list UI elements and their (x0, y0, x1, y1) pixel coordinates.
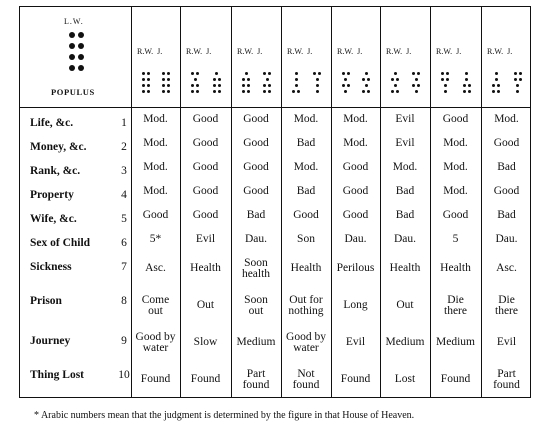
figure-dot (162, 84, 165, 87)
figure-dot (292, 90, 295, 93)
table-cell: Dau. (244, 233, 268, 246)
figure-dot (415, 78, 418, 81)
figure-dot (147, 90, 150, 93)
figure-dot (268, 84, 271, 87)
table-cell: Evil (395, 137, 415, 150)
footnote-text: * Arabic numbers mean that the judgment is determined by the figure in that House of Heaven. (34, 410, 415, 421)
table-cell: Bad (296, 137, 316, 150)
table-cell: Mod. (443, 137, 468, 150)
table-cell: Found (340, 373, 371, 386)
table-cell: Evil (195, 233, 216, 246)
row-label: Journey (30, 335, 71, 347)
figure-dot (468, 84, 471, 87)
table-cell: Not found (292, 367, 320, 391)
table-cell: Soon out (244, 293, 268, 317)
figure-dot (444, 84, 447, 87)
figure-dot (213, 78, 216, 81)
figure-dot (342, 84, 345, 87)
table-cell: Perilous (336, 262, 375, 275)
figure-dot (263, 72, 266, 75)
table-cell: Mod. (293, 113, 319, 126)
figure-dot (247, 84, 250, 87)
figure-dot (347, 72, 350, 75)
figure-dot (516, 90, 519, 93)
figure-dot (394, 72, 397, 75)
figure-dot (78, 54, 84, 60)
table-cell: Good (442, 113, 469, 126)
row-number: 8 (121, 295, 127, 307)
table-cell: Mod. (143, 185, 168, 198)
table-cell: Bad (395, 185, 415, 198)
table-cell: Good (243, 113, 269, 126)
figure-dot (218, 78, 221, 81)
figure-dot (242, 78, 245, 81)
figure-dot (167, 84, 170, 87)
row-label: Property (30, 189, 74, 201)
table-cell: Out (196, 299, 215, 312)
figure-dot (344, 78, 347, 81)
row-number: 9 (121, 335, 127, 347)
figure-dot (347, 84, 350, 87)
row-label: Rank, &c. (30, 165, 81, 177)
column-header-label: R.W. J. (487, 47, 513, 56)
figure-dot (468, 90, 471, 93)
table-cell: Mod. (143, 113, 168, 126)
figure-dot (142, 78, 145, 81)
table-cell: Health (190, 262, 221, 275)
figure-dot (412, 84, 415, 87)
row-number: 2 (121, 141, 127, 153)
column-header-label: R.W. J. (137, 47, 163, 56)
figure-dot (69, 65, 75, 71)
figure-dot (519, 78, 522, 81)
figure-dot (268, 72, 271, 75)
figure-dot (342, 72, 345, 75)
table-cell: Out (396, 299, 414, 312)
figure-dot (242, 84, 245, 87)
figure-dot (365, 72, 368, 75)
table-cell: Evil (496, 336, 517, 349)
figure-dot (295, 72, 298, 75)
column-header-label: R.W. J. (386, 47, 412, 56)
table-cell: Good (493, 185, 520, 198)
divination-table (19, 6, 531, 398)
table-cell: Mod. (443, 185, 468, 198)
figure-dot (78, 65, 84, 71)
figure-dot (344, 90, 347, 93)
figure-dot (162, 78, 165, 81)
table-cell: Mod. (293, 161, 319, 174)
table-cell: Evil (345, 336, 366, 349)
table-cell: Health (389, 262, 421, 275)
figure-dot (263, 90, 266, 93)
header-divider (20, 107, 530, 108)
figure-dot (412, 72, 415, 75)
figure-dot (463, 90, 466, 93)
figure-dot (78, 43, 84, 49)
table-cell: Good (243, 161, 269, 174)
table-cell: Mod. (143, 137, 168, 150)
row-number: 6 (121, 237, 127, 249)
table-cell: 5 (452, 233, 459, 246)
table-cell: Bad (395, 209, 415, 222)
table-cell: Good (192, 185, 219, 198)
figure-dot (247, 90, 250, 93)
table-cell: Son (297, 233, 315, 246)
figure-dot (318, 72, 321, 75)
figure-dot (147, 78, 150, 81)
table-cell: Mod. (343, 137, 368, 150)
figure-dot (245, 72, 248, 75)
table-cell: Soon health (241, 256, 271, 280)
column-header-label: R.W. J. (337, 47, 363, 56)
lw-label: L.W. (64, 17, 84, 26)
figure-dot (242, 90, 245, 93)
table-cell: Good by water (135, 330, 176, 354)
figure-dot (463, 84, 466, 87)
column-header-label: R.W. J. (436, 47, 462, 56)
figure-dot (492, 90, 495, 93)
figure-dot (69, 54, 75, 60)
figure-dot (444, 90, 447, 93)
figure-dot (167, 78, 170, 81)
figure-dot (391, 78, 394, 81)
table-cell: Asc. (496, 262, 517, 275)
table-cell: Good (142, 209, 169, 222)
figure-dot (394, 84, 397, 87)
table-cell: Good (442, 209, 469, 222)
figure-dot (514, 78, 517, 81)
figure-dot (441, 78, 444, 81)
table-cell: Die there (495, 293, 518, 317)
table-cell: Good (293, 209, 319, 222)
table-cell: Bad (296, 185, 316, 198)
figure-dot (446, 78, 449, 81)
table-cell: Good (192, 113, 219, 126)
figure-dot (213, 90, 216, 93)
figure-dot (295, 84, 298, 87)
row-label: Sex of Child (30, 237, 91, 249)
table-cell: Come out (141, 293, 170, 317)
table-cell: Good (192, 137, 219, 150)
figure-dot (516, 84, 519, 87)
row-number: 4 (121, 189, 127, 201)
table-cell: Lost (394, 373, 416, 386)
figure-dot (69, 32, 75, 38)
table-cell: Dau. (495, 233, 518, 246)
figure-dot (415, 90, 418, 93)
figure-dot (497, 84, 500, 87)
row-number: 10 (118, 369, 130, 381)
figure-dot (417, 84, 420, 87)
table-cell: Long (343, 299, 368, 312)
figure-dot (142, 72, 145, 75)
figure-dot (247, 78, 250, 81)
table-cell: Mod. (143, 161, 168, 174)
figure-dot (495, 78, 498, 81)
table-cell: Medium (436, 336, 475, 349)
figure-dot (78, 32, 84, 38)
figure-dot (142, 84, 145, 87)
table-cell: Good (342, 161, 369, 174)
figure-dot (297, 90, 300, 93)
figure-dot (417, 72, 420, 75)
figure-dot (495, 72, 498, 75)
table-cell: Found (440, 373, 471, 386)
figure-dot (147, 84, 150, 87)
figure-dot (396, 90, 399, 93)
figure-dot (213, 84, 216, 87)
figure-dot (365, 84, 368, 87)
figure-dot (268, 90, 271, 93)
figure-dot (316, 90, 319, 93)
table-cell: Die there (444, 293, 467, 317)
figure-dot (295, 78, 298, 81)
figure-dot (147, 72, 150, 75)
figure-dot (362, 90, 365, 93)
table-cell: Found (190, 373, 221, 386)
row-number: 3 (121, 165, 127, 177)
table-cell: Good (342, 185, 369, 198)
column-header-label: R.W. J. (287, 47, 313, 56)
table-cell: Mod. (392, 161, 418, 174)
figure-dot (396, 78, 399, 81)
figure-dot (266, 78, 269, 81)
figure-dot (492, 84, 495, 87)
row-label: Sickness (30, 261, 72, 273)
table-cell: Evil (395, 113, 415, 126)
figure-dot (194, 78, 197, 81)
row-label: Thing Lost (30, 369, 85, 381)
figure-dot (196, 72, 199, 75)
row-number: 7 (121, 261, 127, 273)
figure-dot (218, 84, 221, 87)
figure-dot (162, 90, 165, 93)
table-cell: Bad (497, 161, 516, 174)
table-cell: Part found (493, 367, 520, 391)
table-cell: Good (243, 185, 269, 198)
figure-dot (441, 72, 444, 75)
figure-dot (362, 78, 365, 81)
figure-dot (191, 84, 194, 87)
figure-dot (162, 72, 165, 75)
figure-dot (215, 72, 218, 75)
figure-dot (316, 84, 319, 87)
table-cell: Medium (236, 336, 276, 349)
table-cell: Mod. (494, 113, 519, 126)
column-header-label: R.W. J. (186, 47, 212, 56)
table-cell: Good (192, 209, 219, 222)
figure-dot (391, 90, 394, 93)
row-number: 1 (121, 117, 127, 129)
table-cell: Mod. (443, 161, 468, 174)
table-cell: Out for nothing (288, 293, 324, 317)
table-cell: Health (290, 262, 322, 275)
table-cell: Good (192, 161, 219, 174)
figure-dot (519, 72, 522, 75)
table-cell: Dau. (393, 233, 417, 246)
row-label: Money, &c. (30, 141, 87, 153)
figure-dot (263, 84, 266, 87)
footnote (34, 409, 534, 422)
figure-dot (69, 43, 75, 49)
figure-dot (367, 90, 370, 93)
figure-dot (196, 90, 199, 93)
row-number: 5 (121, 213, 127, 225)
table-cell: Good (493, 137, 520, 150)
table-cell: Part found (242, 367, 270, 391)
table-cell: Health (440, 262, 471, 275)
figure-dot (313, 72, 316, 75)
figure-dot (142, 90, 145, 93)
table-cell: Found (140, 373, 171, 386)
table-cell: 5* (149, 233, 162, 246)
table-cell: Dau. (344, 233, 367, 246)
figure-dot (196, 84, 199, 87)
table-cell: Bad (246, 209, 266, 222)
figure-dot (367, 78, 370, 81)
figure-dot (446, 72, 449, 75)
column-header-label: R.W. J. (237, 47, 263, 56)
figure-dot (218, 90, 221, 93)
figure-dot (497, 90, 500, 93)
row-label: Life, &c. (30, 117, 74, 129)
table-cell: Mod. (343, 113, 368, 126)
figure-dot (514, 72, 517, 75)
table-cell: Bad (497, 209, 516, 222)
table-cell: Slow (193, 336, 218, 349)
figure-dot (465, 78, 468, 81)
figure-dot (316, 78, 319, 81)
table-cell: Good by water (286, 330, 326, 354)
row-label: Wife, &c. (30, 213, 77, 225)
figure-dot (191, 72, 194, 75)
row-label: Prison (30, 295, 62, 307)
table-cell: Good (243, 137, 269, 150)
table-cell: Asc. (145, 262, 166, 275)
figure-dot (167, 90, 170, 93)
figure-dot (191, 90, 194, 93)
main-figure-name: POPULUS (51, 87, 95, 97)
table-cell: Medium (385, 336, 425, 349)
table-cell: Good (342, 209, 369, 222)
figure-dot (465, 72, 468, 75)
figure-dot (167, 72, 170, 75)
